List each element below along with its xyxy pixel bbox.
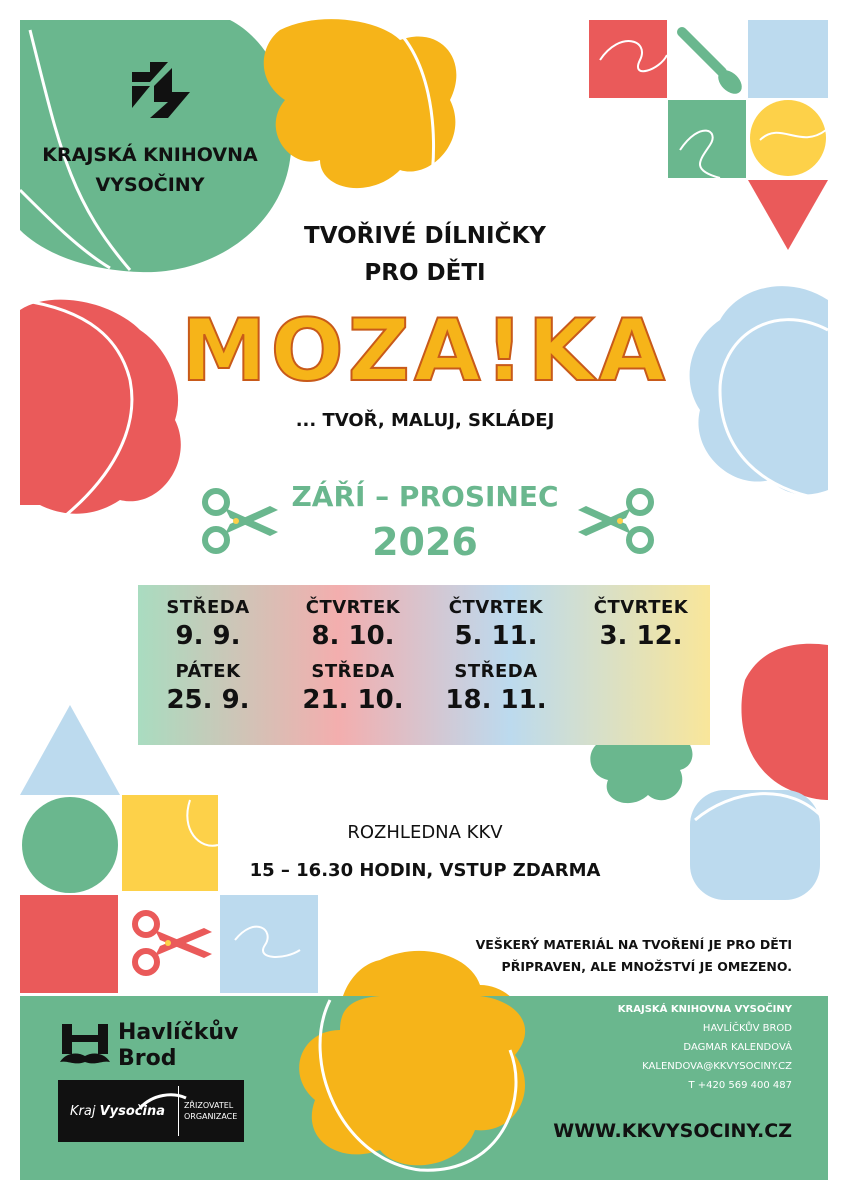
event-year: 2026: [372, 520, 478, 564]
partner-region-vysocina: Vysočina: [99, 1104, 165, 1119]
schedule-day: STŘEDA: [454, 661, 538, 682]
event-name-logo: [175, 298, 675, 398]
event-time: 15 – 16.30 HODIN, VSTUP ZDARMA: [249, 860, 601, 881]
schedule-day: ČTVRTEK: [448, 597, 544, 618]
contact-info: [560, 1000, 792, 1095]
material-note-line2: PŘIPRAVEN, ALE MNOŽSTVÍ JE OMEZENO.: [501, 959, 792, 974]
schedule-day: PÁTEK: [175, 661, 241, 682]
schedule-day: ČTVRTEK: [593, 597, 689, 618]
schedule-day: ČTVRTEK: [305, 597, 401, 618]
schedule-date: 21. 10.: [302, 685, 404, 715]
schedule-day: STŘEDA: [166, 597, 250, 618]
scissors-icon: [130, 910, 214, 976]
partner-city-line1: Havlíčkův: [118, 1020, 239, 1045]
event-subtitle: ... TVOŘ, MALUJ, SKLÁDEJ: [295, 410, 555, 431]
schedule-date: 8. 10.: [311, 621, 395, 651]
schedule-date: 25. 9.: [166, 685, 250, 715]
partner-city-line2: Brod: [118, 1046, 177, 1071]
yellow-blob-bottom-overlay: [299, 996, 525, 1165]
partner-founder-line2: ORGANIZACE: [184, 1112, 238, 1121]
schedule-table: [138, 585, 710, 745]
mustache-h-icon: [58, 1022, 112, 1072]
event-title: [250, 218, 600, 292]
partner-founder-line1: ZŘIZOVATEL: [184, 1101, 234, 1110]
contact-org: KRAJSKÁ KNIHOVNA VYSOČINY: [617, 1004, 792, 1015]
library-logo-icon: [128, 58, 194, 124]
schedule-day: STŘEDA: [311, 661, 395, 682]
library-name-line2: VYSOČINY: [95, 174, 205, 196]
partner-founder-label: [184, 1100, 237, 1122]
contact-email[interactable]: KALENDOVA@KKVYSOCINY.CZ: [642, 1061, 792, 1072]
event-name: MOZA!KA: [180, 301, 670, 398]
schedule-column: [576, 597, 706, 661]
event-venue: ROZHLEDNA KKV: [347, 822, 503, 843]
contact-city: HAVLÍČKŮV BROD: [702, 1023, 792, 1034]
swoosh-icon: [138, 1090, 188, 1110]
library-name-line1: KRAJSKÁ KNIHOVNA: [42, 144, 258, 166]
partner-region-kraj: Kraj: [70, 1104, 96, 1119]
material-note-line1: VEŠKERÝ MATERIÁL NA TVOŘENÍ JE PRO DĚTI: [475, 937, 792, 952]
schedule-date: 9. 9.: [175, 621, 241, 651]
contact-phone: T +420 569 400 487: [688, 1080, 792, 1091]
divider: [178, 1086, 179, 1136]
library-name: [40, 140, 260, 200]
schedule-column: [143, 597, 273, 725]
event-title-line2: PRO DĚTI: [364, 260, 486, 286]
website-link[interactable]: WWW.KKVYSOCINY.CZ: [553, 1120, 792, 1142]
schedule-date: 18. 11.: [445, 685, 547, 715]
contact-person: DAGMAR KALENDOVÁ: [683, 1042, 792, 1053]
partner-city: [118, 1020, 238, 1072]
schedule-column: [431, 597, 561, 725]
event-title-line1: TVOŘIVÉ DÍLNIČKY: [304, 223, 546, 249]
partner-region-logo: [58, 1080, 244, 1142]
schedule-column: [288, 597, 418, 725]
schedule-date: 3. 12.: [599, 621, 683, 651]
schedule-date: 5. 11.: [454, 621, 538, 651]
material-note: [440, 934, 792, 978]
event-period: ZÁŘÍ – PROSINEC: [291, 480, 559, 513]
